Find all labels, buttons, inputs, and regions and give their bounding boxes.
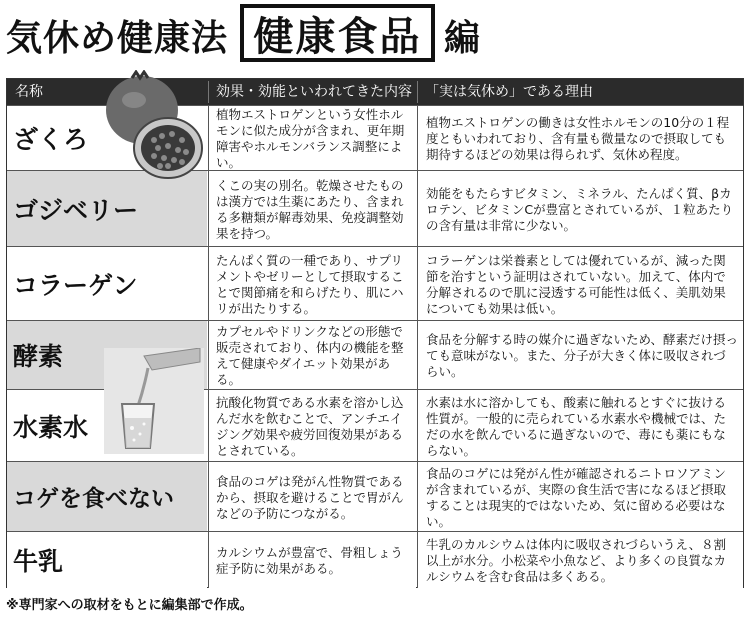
column-header-reason: 「実は気休め」である理由 [425,84,593,100]
title-highlight-box: 健康食品 [240,4,435,62]
row-reason [417,171,743,246]
row-reason-text: 食品のコゲには発がん性が確認されるニトロソアミンが含まれているが、実際の食生活で害になるほど摂取することは現実的ではないため、気に留める必要はない。 [426,465,727,529]
row-reason-text: 牛乳のカルシウムは体内に吸収されづらいうえ、８割以上が水分。小松菜や小魚など、より多くの良質なカルシウムを含む食品は多くある。 [426,537,727,584]
row-effect-text: くこの実の別名。乾燥させたものは漢方では生薬にあたり、含まれる多糖類が解毒効果、免疫調整効果を持つ。 [216,177,404,241]
row-effect [208,171,416,246]
row-effect [208,532,416,588]
footnote: ※専門家への取材をもとに編集部で作成。 [6,598,253,613]
row-reason-text: コラーゲンは栄養素としては優れているが、減った関節を治すという証明はされていない。加えて、体内で分解されるので肌に浸透する可能性は低く、美肌効果についても効果は低い。 [426,252,726,316]
row-effect-text: たんぱく質の一種であり、サプリメントやゼリーとして摂取することで関節痛を和らげたり、肌にハリが出たりする。 [216,252,404,316]
row-reason-text: 効能をもたらすビタミン、ミネラル、たんぱく質、βカロテン、ビタミンCが豊富とされているが、１粒あたりの含有量は非常に少ない。 [426,185,734,233]
row-reason [417,390,743,461]
table-row [7,531,743,588]
row-reason [417,247,743,320]
row-name: コラーゲン [7,247,207,320]
row-effect-text: 抗酸化物質である水素を溶かし込んだ水を飲むことで、アンチエイジング効果や疲労回復効果があるとされている。 [216,394,404,458]
row-effect [208,247,416,320]
title-suffix: 編 [444,18,481,59]
row-reason [417,532,743,588]
pomegranate-illustration [102,70,206,182]
row-effect [208,106,416,170]
row-name: 酵素 [7,321,207,389]
column-header-effect: 効果・効能といわれてきた内容 [216,84,412,100]
row-reason [417,462,743,531]
row-name: ざくろ [7,106,207,170]
table-row [7,461,743,531]
row-name: 牛乳 [7,532,207,588]
table-row [7,246,743,320]
row-reason-text: 水素は水に溶かしても、酸素に触れるとすぐに抜ける性質が。一般的に売られている水素水や機械では、ただの水を飲んでいるに過ぎないので、毒にも薬にもならない。 [426,394,727,458]
row-reason-text: 植物エストロゲンの働きは女性ホルモンの10分の１程度ともいわれており、含有量も微量なので摂取しても期待するほどの効果は得られず、気休め程度。 [426,115,730,162]
row-effect-text: 植物エストロゲンという女性ホルモンに似た成分が含まれ、更年期障害やホルモンバランス調整によい。 [216,107,405,170]
water-glass-illustration [104,348,204,454]
row-name: 水素水 [7,390,207,461]
row-reason [417,321,743,389]
row-effect-text: 食品のコゲは発がん性物質であるから、摂取を避けることで胃がんなどの予防につながる。 [216,473,404,521]
row-name: コゲを食べない [7,462,207,531]
column-header-name: 名称 [15,84,43,100]
row-effect-text: カルシウムが豊富で、骨粗しょう症予防に効果がある。 [216,545,403,576]
row-effect-text: カプセルやドリンクなどの形態で販売されており、体内の機能を整えて健康やダイエット効果がある。 [216,324,404,387]
row-reason [417,106,743,170]
row-effect [208,462,416,531]
page-header [0,0,750,70]
row-name: ゴジベリー [7,171,207,246]
row-effect [208,390,416,461]
row-reason-text: 食品を分解する時の媒介に過ぎないため、酵素だけ摂っても意味がない。また、分子が大きく体に吸収されづらい。 [426,332,739,379]
row-effect [208,321,416,389]
page-title: 気休め健康法 [6,18,229,59]
